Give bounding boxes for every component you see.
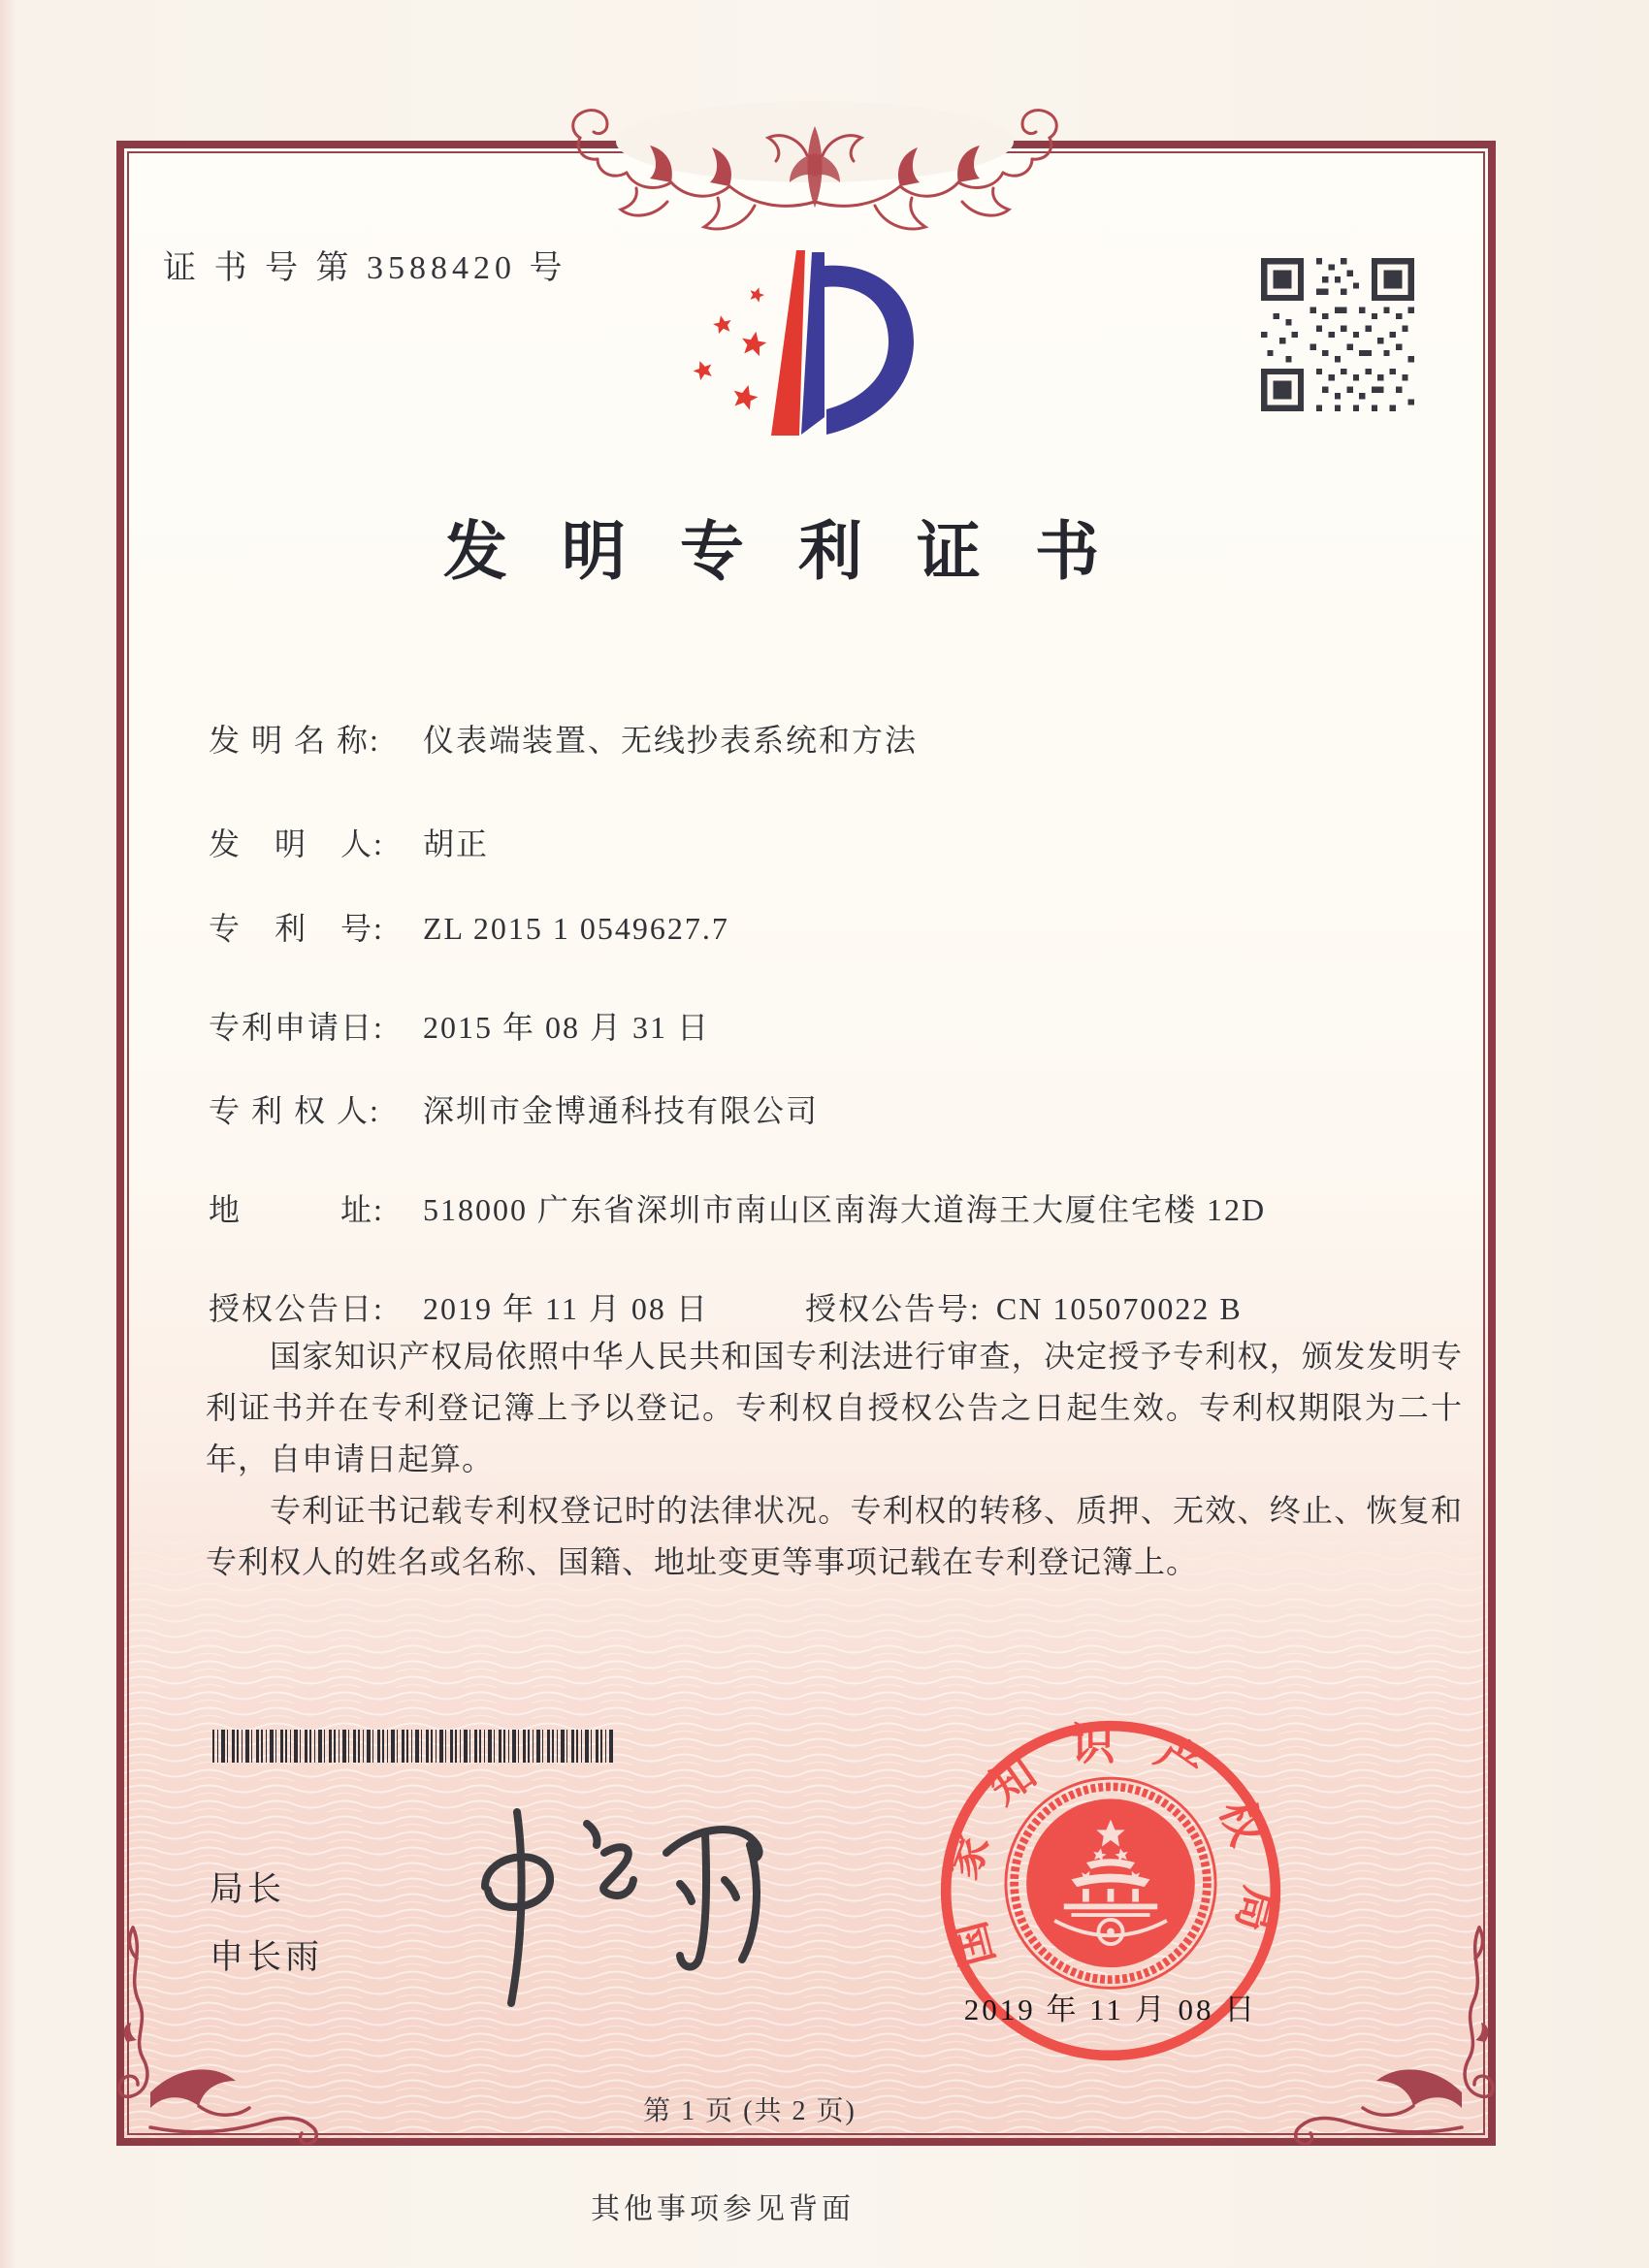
- national-emblem-icon: [1006, 1778, 1215, 1988]
- field-label: 发 明 人:: [209, 826, 384, 861]
- field-label: 地 址:: [209, 1192, 384, 1227]
- field-value: 2015 年 08 月 31 日: [423, 1010, 711, 1045]
- field-label: 专利申请日:: [209, 1010, 384, 1045]
- field-row-inventor: [209, 820, 489, 864]
- back-side-note: 其他事项参见背面: [591, 2193, 855, 2225]
- bottom-right-flourish-icon: [1291, 1926, 1495, 2145]
- field-row-invention-name: [209, 716, 918, 761]
- field-value: 胡正: [423, 826, 490, 861]
- field-label: 专 利 号:: [209, 911, 384, 946]
- top-scrollwork-ornament-icon: [543, 93, 1086, 258]
- field-value: ZL 2015 1 0549627.7: [423, 911, 729, 946]
- barcode: [212, 1730, 614, 1763]
- director-name: 申长雨: [210, 1938, 324, 1976]
- director-title-label: 局长: [210, 1870, 286, 1908]
- field-value: 2019 年 11 月 08 日: [423, 1291, 709, 1326]
- page-number: 第 1 页 (共 2 页): [643, 2096, 857, 2126]
- body-paragraph-1: 国家知识产权局依照中华人民共和国专利法进行审查，决定授予专利权，颁发发明专利证书并在专利登记簿上予以登记。专利权自授权公告之日起生效。专利权期限为二十年，自申请日起算。: [206, 1339, 1463, 1476]
- field-value: CN 105070022 B: [995, 1291, 1243, 1326]
- field-label: 授权公告号:: [805, 1291, 981, 1326]
- field-label: 发 明 名 称:: [209, 723, 380, 758]
- director-signature: [441, 1795, 791, 2042]
- field-row-patent-number: [209, 904, 729, 949]
- seal-ring-text: 国家知识产权局: [936, 1720, 1285, 1972]
- field-value: 深圳市金博通科技有限公司: [423, 1093, 820, 1128]
- field-label: 授权公告日:: [209, 1291, 384, 1326]
- field-row-filing-date: [209, 1003, 710, 1048]
- cnipa-patent-logo-icon: [679, 244, 931, 453]
- legal-text-block: [206, 1331, 1463, 1588]
- field-row-address: [209, 1185, 1266, 1230]
- field-row-grant-date: [209, 1284, 709, 1329]
- field-label: 专 利 权 人:: [209, 1093, 380, 1128]
- body-paragraph-2: 专利证书记载专利权登记时的法律状况。专利权的转移、质押、无效、终止、恢复和专利权人的姓名或名称、国籍、地址变更等事项记载在专利登记簿上。: [206, 1493, 1463, 1579]
- seal-date: 2019 年 11 月 08 日: [963, 1993, 1258, 2026]
- field-row-grant-number: [805, 1284, 1243, 1329]
- certificate-title: 发明专利证书: [443, 517, 1153, 588]
- qr-code: [1261, 258, 1414, 411]
- certificate-number: 证 书 号 第 3588420 号: [163, 250, 567, 286]
- field-value: 518000 广东省深圳市南山区南海大道海王大厦住宅楼 12D: [423, 1192, 1267, 1227]
- field-value: 仪表端装置、无线抄表系统和方法: [423, 723, 919, 758]
- field-row-patentee: [209, 1086, 819, 1131]
